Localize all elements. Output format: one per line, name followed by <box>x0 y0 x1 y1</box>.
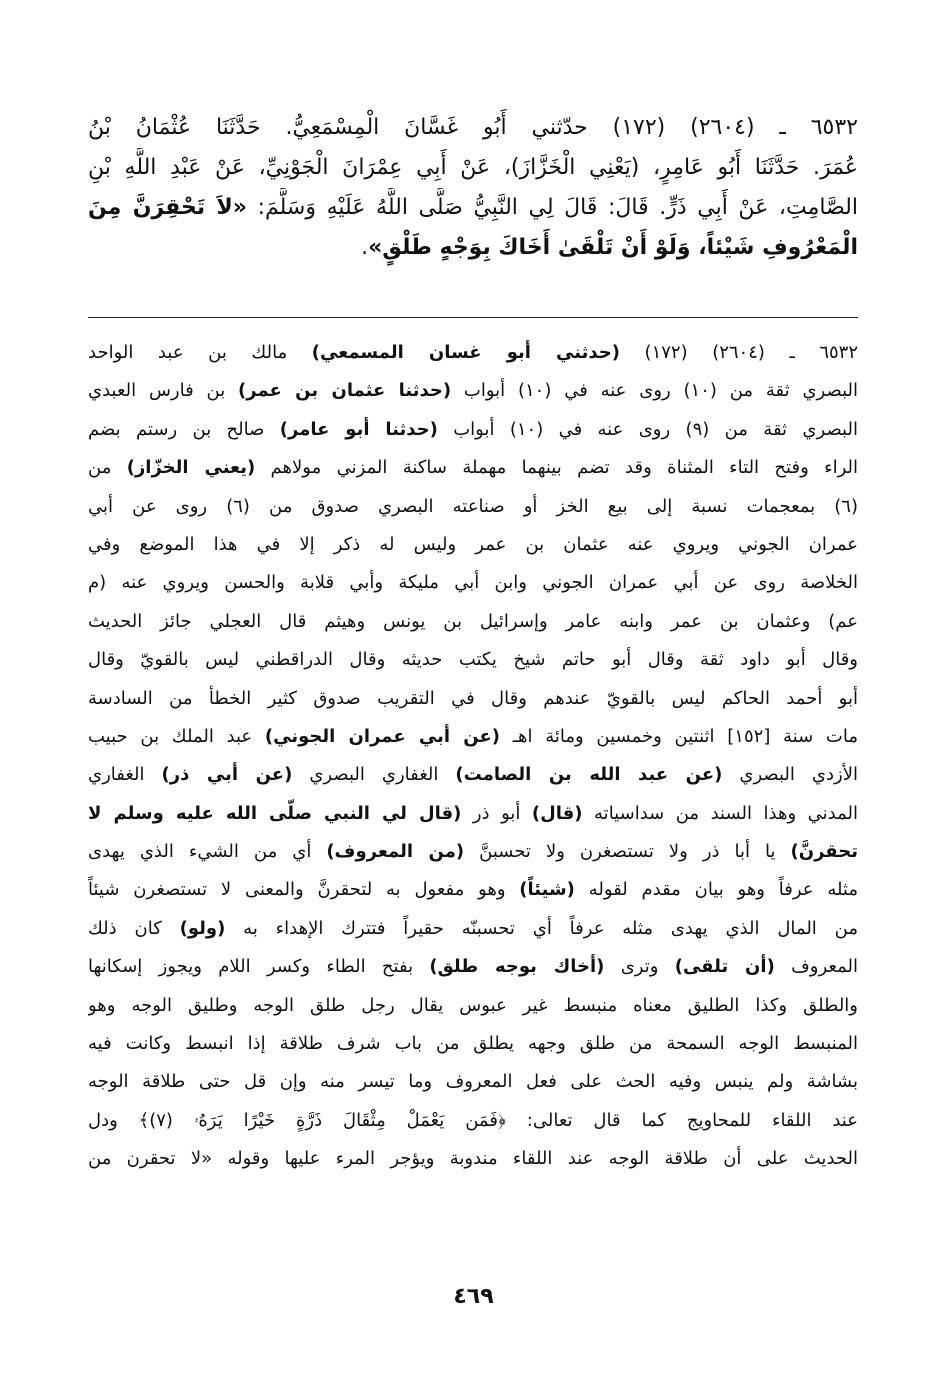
commentary-line <box>88 334 858 372</box>
text-segment: (٦) بمعجمات نسبة إلى بيع الخز أو صناعته البصري صدوق من (٦) روى عن أبي <box>88 495 858 517</box>
commentary-line <box>88 449 858 487</box>
commentary-line <box>88 871 858 909</box>
bold-text-segment: (حدثني أبو غسان المسمعي) <box>311 342 620 363</box>
text-segment: عمران الجوني ويروي عنه عثمان بن عمر وليس له ذكر إلا في هذا الموضع وفي <box>88 533 858 555</box>
bold-text-segment: (شيئاً) <box>519 879 575 901</box>
hadith-text <box>88 108 858 268</box>
text-segment: البصري ثقة من (١٠) روى عنه في (١٠) أبواب <box>451 380 858 402</box>
text-segment: . <box>361 235 369 260</box>
text-segment: المعروف <box>774 956 858 978</box>
text-segment: ٦٥٣٢ ـ (٢٦٠٤) (١٧٢) حدّثني أَبُو غَسَّانَ الْمِسْمَعِيُّ. حَدَّثَنَا عُثْمَانُ بْنُ <box>88 115 858 140</box>
bold-text-segment: (أخاك بوجه طلق) <box>429 956 605 978</box>
hadith-line <box>88 108 858 148</box>
commentary-text <box>88 334 858 1179</box>
bold-text-segment: (ولو) <box>179 917 226 939</box>
commentary-line <box>88 795 858 833</box>
bold-text-segment: (عن أبي ذر) <box>161 764 293 786</box>
bold-text-segment: (قال) <box>531 802 583 824</box>
text-segment: ودل <box>88 1109 139 1131</box>
text-segment: مثله عرفاً وهو بيان مقدم لقوله <box>574 879 858 901</box>
text-segment: يا أبا ذر ولا تستصغرن ولا تحسبنَّ <box>464 841 791 863</box>
bold-text-segment: (قال لي النبي صلّى الله عليه وسلم لا <box>88 802 462 824</box>
text-segment: الصَّامِتِ، عَنْ أَبِي ذَرٍّ. قَالَ: قَالَ لِي النَّبِيُّ صَلَّى اللَّهُ عَلَيْهِ وَسَلَّمَ: <box>246 195 858 220</box>
text-segment: البصري ثقة من (٩) روى عنه في (١٠) أبواب <box>437 418 858 440</box>
commentary-line <box>88 1025 858 1063</box>
text-segment: المدني وهذا السند من سداسياته <box>582 802 858 824</box>
commentary-line <box>88 526 858 564</box>
hadith-line <box>88 188 858 228</box>
text-segment: أبو أحمد الحاكم ليس بالقويّ عندهم وقال في التقريب صدوق كثير الخطأ من السادسة <box>88 687 858 709</box>
commentary-line <box>88 641 858 679</box>
commentary-line <box>88 987 858 1025</box>
text-segment: أي من الشيء الذي يهدى <box>88 841 327 863</box>
text-segment: الخلاصة روى عن أبي عمران الجوني وابن أبي مليكة وأبي قلابة والحسن ويروي عنه (م <box>88 572 858 594</box>
bold-text-segment: (يعني الخزّاز) <box>126 457 256 479</box>
commentary-line <box>88 756 858 794</box>
text-segment: وترى <box>604 956 675 978</box>
commentary-line <box>88 1102 858 1140</box>
bold-text-segment: الْمَعْرُوفِ شَيْئاً، وَلَوْ أَنْ تَلْقَىٰ أَخَاكَ بِوَجْهٍ طَلْقٍ» <box>368 235 858 260</box>
text-segment: بن فارس العبدي <box>88 380 239 402</box>
text-segment: عُمَرَ. حَدَّثَنَا أَبُو عَامِرٍ، (يَعْنِي الْخَزَّازَ)، عَنْ أَبِي عِمْرَانَ الْجَوْنِيِّ، عَنْ عَبْدِ اللَّهِ بْنِ <box>88 155 858 180</box>
page-number: ٤٦٩ <box>453 1284 494 1309</box>
text-segment: الحديث على أن طلاقة الوجه عند اللقاء مندوبة ويؤجر المرء عليها وقوله «لا تحقرن من <box>88 1148 858 1170</box>
text-segment: عند اللقاء للمحاويج كما قال تعالى: <box>505 1109 858 1131</box>
text-segment: والطلق وكذا الطليق معناه منبسط غير عبوس يقال رجل طلق الوجه وطليق الوجه وهو <box>88 994 858 1016</box>
footnote-divider <box>88 317 858 318</box>
commentary-line <box>88 910 858 948</box>
text-segment: ٦٥٣٢ ـ (٢٦٠٤) (١٧٢) <box>619 342 858 363</box>
text-segment: مالك بن عبد الواحد <box>88 342 312 363</box>
text-segment: وقال أبو داود ثقة وقال أبو حاتم شيخ يكتب حديثه وقال الدراقطني ليس بالقويّ وقال <box>88 649 858 671</box>
commentary-line <box>88 411 858 449</box>
commentary-line <box>88 718 858 756</box>
commentary-line <box>88 603 858 641</box>
text-segment: صالح بن رستم بضم <box>88 418 280 440</box>
commentary-line <box>88 680 858 718</box>
hadith-line <box>88 148 858 188</box>
text-segment: الغفاري <box>88 764 162 786</box>
commentary-line <box>88 948 858 986</box>
commentary-line <box>88 488 858 526</box>
commentary-line <box>88 833 858 871</box>
text-segment: مات سنة [١٥٢] اثنتين وخمسين ومائة اهـ <box>500 725 858 747</box>
text-segment: الراء وفتح التاء المثناة وقد تضم بينهما مهملة ساكنة المزني مولاهم <box>255 457 858 479</box>
text-segment: عبد الملك بن حبيب <box>88 725 265 747</box>
bold-text-segment: (حدثنا عثمان بن عمر) <box>238 380 452 402</box>
text-segment: عم) وعثمان بن عمر وابنه عامر وإسرائيل بن يونس وهيثم قال العجلي جائز الحديث <box>88 610 858 632</box>
text-segment: وهو مفعول به لتحقرنَّ والمعنى لا تستصغرن شيئاً <box>88 879 520 901</box>
text-segment: أبو ذر <box>461 802 532 824</box>
text-segment: المنبسط الوجه السمحة من طلق وجهه يطلق من باب شرف طلاقة إذا انبسط وكانت فيه <box>88 1033 858 1055</box>
bold-text-segment: (حدثنا أبو عامر) <box>279 418 438 440</box>
commentary-line <box>88 1063 858 1101</box>
text-segment: بشاشة ولم ينبس وفيه الحث على فعل المعروف وما تيسر منه وإن قل حتى طلاقة الوجه <box>88 1071 858 1093</box>
bold-text-segment: (أن تلقى) <box>674 956 775 978</box>
text-segment: الغفاري البصري <box>292 764 456 786</box>
bold-text-segment: (من المعروف) <box>326 841 465 863</box>
text-segment: بفتح الطاء وكسر اللام ويجوز إسكانها <box>88 956 430 978</box>
commentary-line <box>88 372 858 410</box>
text-segment: ﴿فَمَن يَعْمَلْ مِثْقَالَ ذَرَّةٍ خَيْرًا يَرَهُۥ (٧)﴾ <box>138 1109 506 1131</box>
text-segment: كان ذلك <box>88 917 180 939</box>
text-segment: من <box>88 457 127 479</box>
bold-text-segment: (عن عبد الله بن الصامت) <box>455 764 723 786</box>
bold-text-segment: «لاَ تَحْقِرَنَّ مِنَ <box>88 195 247 220</box>
bold-text-segment: تحقرنَّ) <box>790 841 858 863</box>
text-segment: الأزدي البصري <box>722 764 858 786</box>
bold-text-segment: (عن أبي عمران الجوني) <box>264 725 501 747</box>
commentary-line <box>88 564 858 602</box>
hadith-line <box>88 228 858 268</box>
commentary-line <box>88 1140 858 1178</box>
text-segment: من المال الذي يهدى مثله عرفاً أي تحسبنّه حقيراً فتترك الإهداء به <box>225 917 858 939</box>
